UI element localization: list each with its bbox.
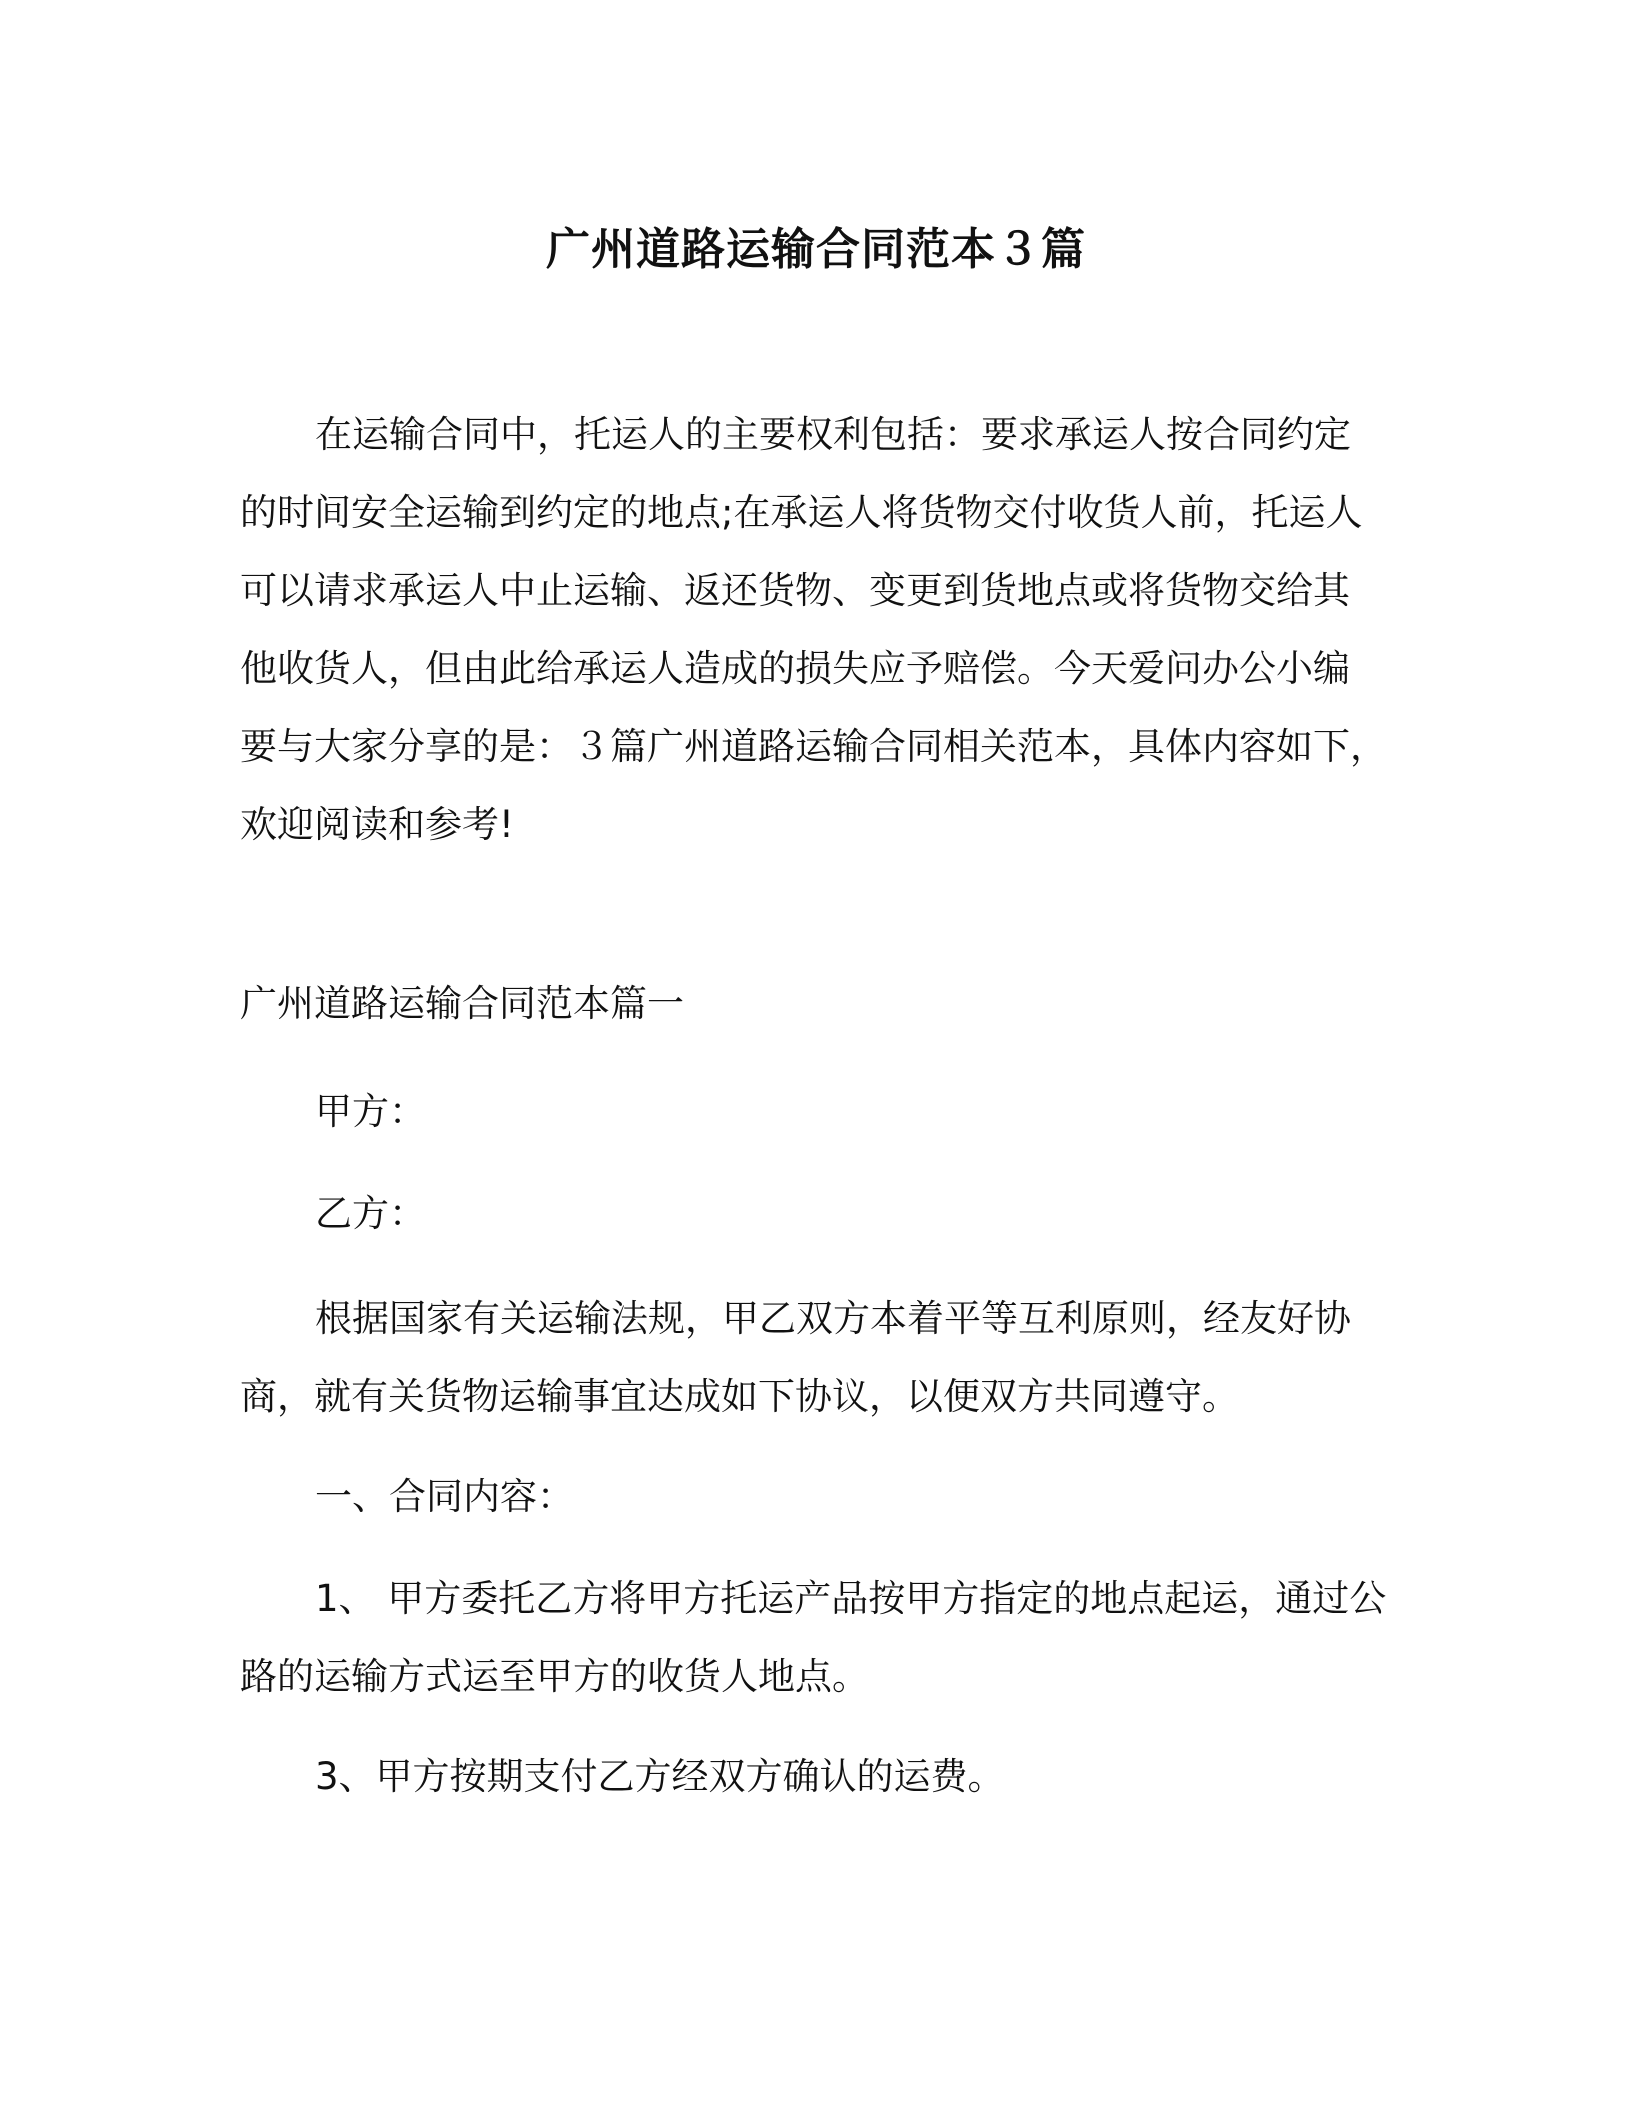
intro-paragraph [240,396,1390,864]
intro-line: 要与大家分享的是：３篇广州道路运输合同相关范本，具体内容如下， [240,725,1387,768]
agreement-paragraph [240,1280,1390,1436]
document-title: 广州道路运输合同范本３篇 [546,224,1086,275]
party-a-label: 甲方： [315,1090,426,1133]
agreement-line: 商，就有关货物运输事宜达成如下协议，以便双方共同遵守。 [240,1375,1239,1418]
intro-line: 他收货人，但由此给承运人造成的损失应予赔偿。今天爱问办公小编 [240,647,1350,690]
item-1-paragraph [240,1560,1390,1716]
item-1-line: 1、 甲方委托乙方将甲方托运产品按甲方指定的地点起运，通过公 [315,1577,1387,1620]
section-heading: 广州道路运输合同范本篇一 [240,982,684,1025]
intro-line: 在运输合同中，托运人的主要权利包括：要求承运人按合同约定 [315,413,1351,456]
intro-line: 可以请求承运人中止运输、返还货物、变更到货地点或将货物交给其 [240,569,1350,612]
intro-line: 的时间安全运输到约定的地点;在承运人将货物交付收货人前，托运人 [240,491,1363,534]
item-3-paragraph: 3、甲方按期支付乙方经双方确认的运费。 [315,1755,1005,1798]
party-b-label: 乙方： [315,1192,426,1235]
contract-content-heading: 一、合同内容： [315,1475,574,1518]
item-1-line: 路的运输方式运至甲方的收货人地点。 [240,1655,869,1698]
intro-line: 欢迎阅读和参考! [240,803,514,846]
agreement-line: 根据国家有关运输法规，甲乙双方本着平等互利原则，经友好协 [315,1297,1351,1340]
